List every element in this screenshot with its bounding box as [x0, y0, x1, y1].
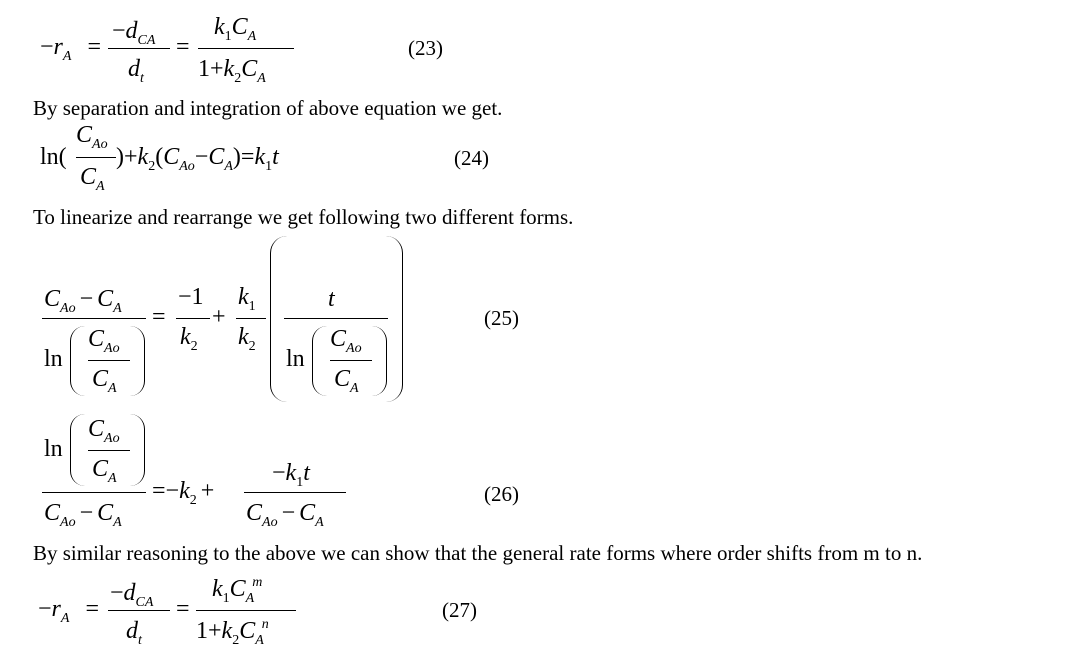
eq25-inner-den-left: $C_A$ [92, 366, 117, 396]
eq27-num1: $-d_{CA}$ [110, 580, 154, 610]
eq25-number: (25) [484, 306, 519, 330]
eq25-ln-left: ln [44, 346, 63, 372]
eq25-den-k2: $k_2$ [180, 324, 198, 354]
eq25-bar-k1k2 [236, 318, 266, 319]
eq25-big-rparen [386, 236, 403, 402]
eq25-rparen-left [130, 326, 145, 396]
eq25-rparen-right [372, 326, 387, 396]
eq27-fraction-bar2 [196, 610, 296, 611]
eq26-num-right: $-k_1t$ [272, 460, 310, 490]
eq26-inner-bar [88, 450, 130, 451]
eq26-middle: $=-k_2$ + [152, 478, 215, 508]
eq26-lparen [70, 414, 85, 486]
eq26-ln: ln [44, 436, 63, 462]
eq23-num2: $k_1C_A$ [214, 14, 257, 44]
eq25-lparen-right [312, 326, 327, 396]
eq25-num-left: $C_{Ao} - C_A$ [44, 286, 122, 316]
text-line-1: By separation and integration of above equation we get. [33, 96, 503, 120]
eq27-equals2: = [176, 596, 190, 622]
eq25-inner-bar-right [330, 360, 372, 361]
eq25-num-k1: $k_1$ [238, 284, 256, 314]
eq23-den1: $d_t$ [128, 56, 144, 86]
eq25-big-lparen [270, 236, 287, 402]
eq25-inner-num-right: $C_{Ao}$ [330, 326, 362, 356]
eq25-neg-one: −1 [178, 284, 204, 310]
text-line-2: To linearize and rearrange we get following two different forms. [33, 205, 574, 229]
eq23-fraction-bar1 [108, 48, 170, 49]
eq23-fraction-bar2 [198, 48, 294, 49]
eq27-num2: $k_1C_A^m$ [212, 575, 263, 606]
eq24-den: $C_A$ [80, 164, 105, 194]
eq26-fraction-bar-left [42, 492, 146, 493]
eq24-fraction-bar [76, 157, 116, 158]
eq27-lhs: $-r_A$ = [38, 596, 99, 626]
eq23-den2: $1+k_2C_A$ [198, 56, 266, 86]
eq27-fraction-bar1 [108, 610, 170, 611]
eq25-equals: = [152, 304, 166, 330]
eq26-den-right: $C_{Ao} - C_A$ [246, 500, 324, 530]
eq25-inner-bar-left [88, 360, 130, 361]
eq25-inner-num-left: $C_{Ao}$ [88, 326, 120, 356]
eq24-number: (24) [454, 146, 489, 170]
eq26-den-left: $C_{Ao} - C_A$ [44, 500, 122, 530]
eq23-lhs: $-r_A$ = [40, 34, 101, 64]
eq27-number: (27) [442, 598, 477, 622]
eq27-den1: $d_t$ [126, 618, 142, 648]
eq26-fraction-bar-right [244, 492, 346, 493]
eq26-inner-num: $C_{Ao}$ [88, 416, 120, 446]
eq23-equals2: = [176, 34, 190, 60]
eq25-plus: + [212, 304, 226, 330]
eq25-fraction-bar-right [284, 318, 388, 319]
eq26-inner-den: $C_A$ [92, 456, 117, 486]
eq27-den2: $1+k_2C_A^n$ [196, 617, 269, 648]
eq25-lparen-left [70, 326, 85, 396]
eq25-den-k2b: $k_2$ [238, 324, 256, 354]
eq25-bar-k2 [176, 318, 210, 319]
text-line-3: By similar reasoning to the above we can show that the general rate forms where order shifts from m to n. [33, 541, 923, 565]
eq23-num1: $-d_{CA}$ [112, 18, 156, 48]
eq25-fraction-bar-left [42, 318, 146, 319]
eq26-rparen [130, 414, 145, 486]
eq25-t: t [328, 286, 335, 312]
eq25-ln-right: ln [286, 346, 305, 372]
eq24-num: $C_{Ao}$ [76, 122, 108, 152]
eq23-number: (23) [408, 36, 443, 60]
eq24-ln: ln( [40, 144, 67, 170]
eq26-number: (26) [484, 482, 519, 506]
eq25-inner-den-right: $C_A$ [334, 366, 359, 396]
eq24-rest: )$+k_2(C_{Ao}-C_A)=k_1t$ [116, 144, 279, 174]
